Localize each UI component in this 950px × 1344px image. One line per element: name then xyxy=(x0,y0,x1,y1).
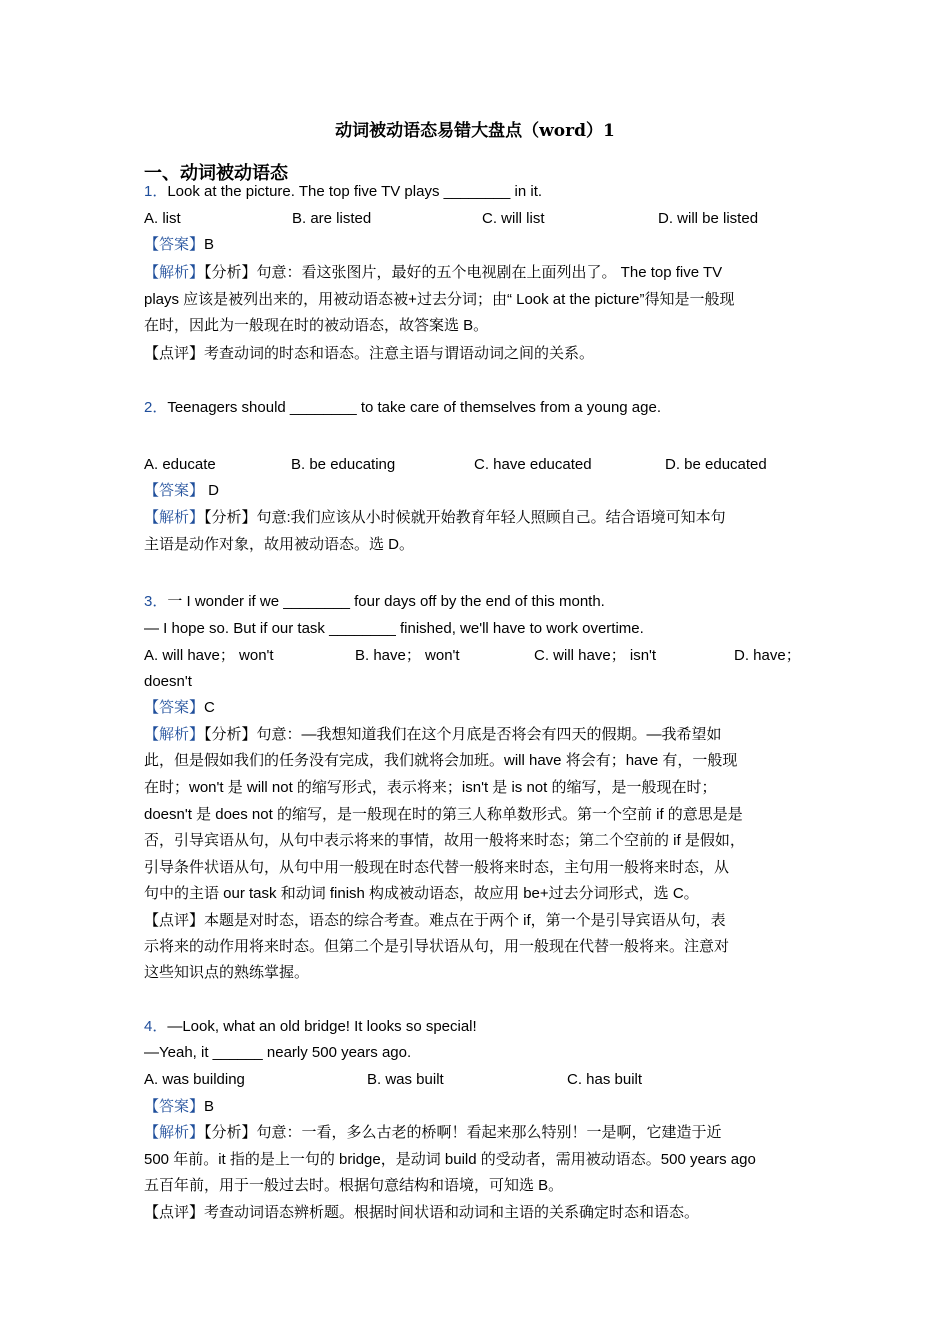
document-title: 动词被动语态易错大盘点（word）1 xyxy=(335,121,615,141)
option-c: C. has built xyxy=(567,1071,643,1088)
option-a: A. was building xyxy=(144,1071,245,1088)
analysis-line: 句中的主语 our task 和动词 finish 构成被动语态，故应用 be+过去分词形式，选 C。 xyxy=(144,885,699,902)
question-3-stem-line-2: — I hope so. But if our task ________ finished, we'll have to work overtime. xyxy=(144,620,644,637)
analysis-line: 此，但是假如我们的任务没有完成，我们就将会加班。will have 将会有；have 有，一般现 xyxy=(144,752,738,769)
option-d-continued: doesn't xyxy=(144,673,192,690)
answer-line: 【答案】B xyxy=(144,1098,215,1115)
option-a: A. will have； won't xyxy=(144,647,274,664)
answer-line: 【答案】C xyxy=(144,699,215,716)
option-a: A. educate xyxy=(144,456,216,473)
analysis-line: plays 应该是被列出来的，用被动语态被+过去分词；由“ Look at the picture”得知是一般现 xyxy=(144,291,735,308)
analysis-line: 500 年前。it 指的是上一句的 bridge，是动词 build 的受动者，需用被动语态。500 years ago xyxy=(144,1151,756,1168)
answer-line: 【答案】 D xyxy=(144,482,220,499)
analysis-line: 五百年前，用于一般过去时。根据句意结构和语境，可知选 B。 xyxy=(144,1177,564,1194)
analysis-line: 否，引导宾语从句，从句中表示将来的事情，故用一般将来时态；第二个空前的 if 是假如， xyxy=(144,832,745,849)
answer-label: 【答案】 xyxy=(144,699,205,716)
question-4-stem: 4．—Look, what an old bridge! It looks so special! xyxy=(144,1018,477,1035)
analysis-label: 【解析】 xyxy=(144,264,205,281)
analysis-label: 【解析】 xyxy=(144,726,205,743)
analysis-line: 【解析】【分析】句意：一看，多么古老的桥啊！看起来那么特别！一是啊，它建造于近 xyxy=(144,1124,722,1141)
option-b: B. are listed xyxy=(292,210,372,227)
comment-line: 【点评】考查动词的时态和语态。注意主语与谓语动词之间的关系。 xyxy=(144,345,595,362)
section-heading: 一、动词被动语态 xyxy=(144,163,288,183)
question-number: 4． xyxy=(144,1018,168,1035)
option-b: B. be educating xyxy=(291,456,396,473)
comment-line: 示将来的动作用将来时态。但第二个是引导状语从句，用一般现在代替一般将来。注意对 xyxy=(144,938,730,955)
question-3-stem: 3．一 I wonder if we ________ four days off by the end of this month. xyxy=(144,593,605,610)
comment-line: 【点评】考查动词语态辨析题。根据时间状语和动词和主语的关系确定时态和语态。 xyxy=(144,1204,700,1221)
option-c: C. have educated xyxy=(474,456,592,473)
option-b: B. have； won't xyxy=(355,647,460,664)
answer-label: 【答案】 xyxy=(144,236,205,253)
analysis-line: 在时；won't 是 will not 的缩写形式，表示将来；isn't 是 is not 的缩写，是一般现在时； xyxy=(144,779,717,796)
analysis-line: 主语是动作对象，故用被动语态。选 D。 xyxy=(144,536,415,553)
question-number: 1． xyxy=(144,183,168,200)
answer-label: 【答案】 xyxy=(144,482,205,499)
answer-label: 【答案】 xyxy=(144,1098,205,1115)
option-c: C. will list xyxy=(482,210,545,227)
option-c: C. will have； isn't xyxy=(534,647,657,664)
analysis-line: 【解析】【分析】句意:我们应该从小时候就开始教育年轻人照顾自己。结合语境可知本句 xyxy=(144,509,726,526)
analysis-line: 引导条件状语从句，从句中用一般现在时态代替一般将来时态，主句用一般将来时态，从 xyxy=(144,859,730,876)
analysis-line: 在时，因此为一般现在时的被动语态，故答案选 B。 xyxy=(144,317,489,334)
comment-line: 【点评】本题是对时态，语态的综合考查。难点在于两个 if，第一个是引导宾语从句，表 xyxy=(144,912,726,929)
option-d: D. be educated xyxy=(665,456,767,473)
question-number: 3． xyxy=(144,593,168,610)
question-2-stem: 2．Teenagers should ________ to take care of themselves from a young age. xyxy=(144,399,661,416)
comment-line: 这些知识点的熟练掌握。 xyxy=(144,964,310,981)
analysis-label: 【解析】 xyxy=(144,1124,205,1141)
analysis-label: 【解析】 xyxy=(144,509,205,526)
question-4-stem-line-2: —Yeah, it ______ nearly 500 years ago. xyxy=(144,1044,412,1061)
question-1-stem: 1．Look at the picture. The top five TV plays ________ in it. xyxy=(144,183,543,200)
option-a: A. list xyxy=(144,210,181,227)
analysis-line: 【解析】【分析】句意：看这张图片，最好的五个电视剧在上面列出了。 The top five TV xyxy=(144,264,723,281)
option-b: B. was built xyxy=(367,1071,444,1088)
option-d: D. have； xyxy=(734,647,801,664)
answer-line: 【答案】B xyxy=(144,236,215,253)
analysis-line: 【解析】【分析】句意：—我想知道我们在这个月底是否将会有四天的假期。—我希望如 xyxy=(144,726,722,743)
question-number: 2． xyxy=(144,399,168,416)
option-d: D. will be listed xyxy=(658,210,759,227)
analysis-line: doesn't 是 does not 的缩写，是一般现在时的第三人称单数形式。第一个空前 if 的意思是是 xyxy=(144,806,743,823)
